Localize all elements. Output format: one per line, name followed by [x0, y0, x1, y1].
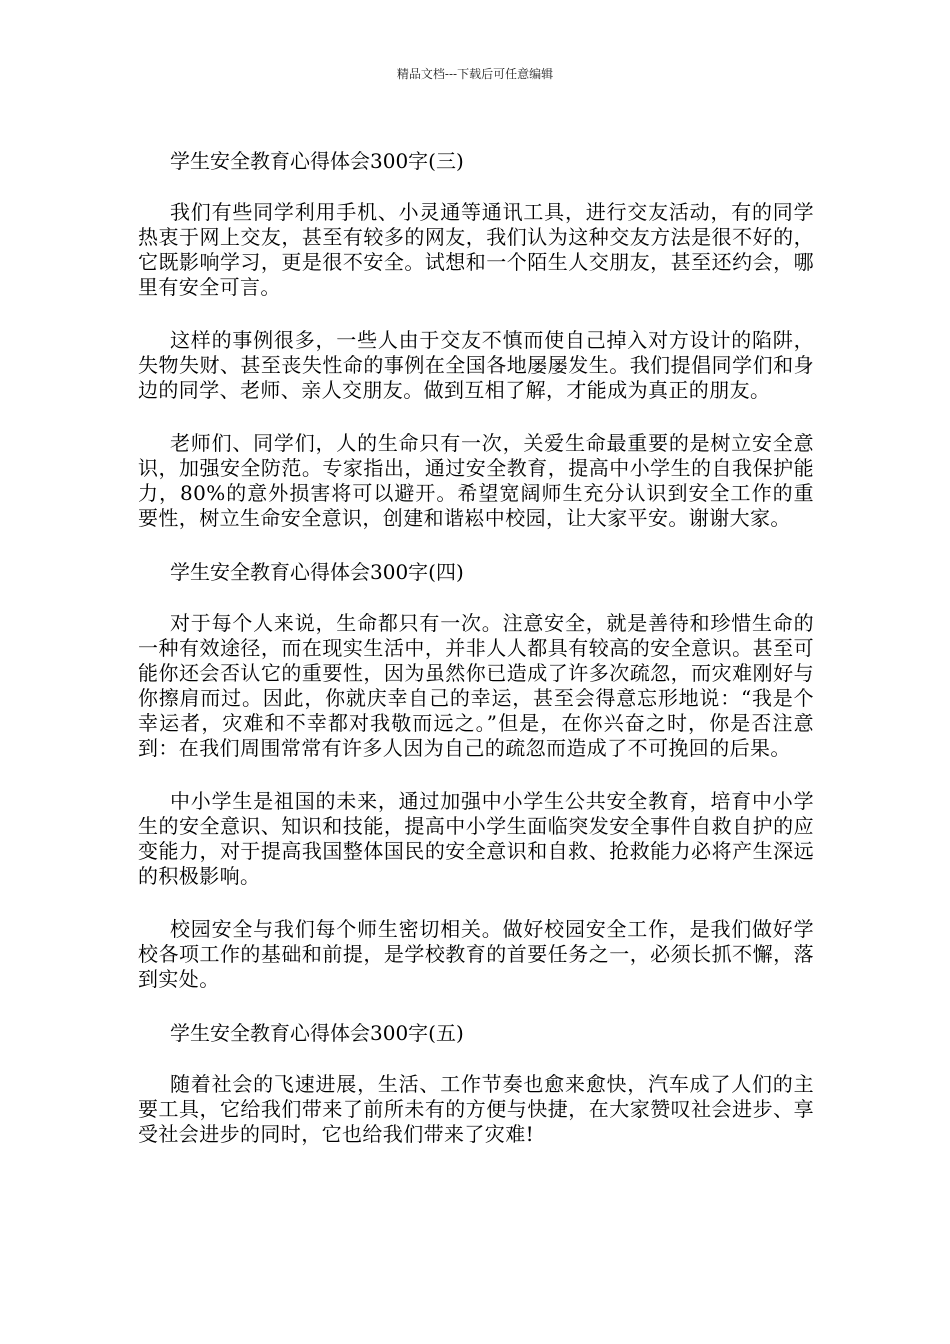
- document-body: [138, 148, 814, 1147]
- paragraph-4: 对于每个人来说，生命都只有一次。注意安全，就是善待和珍惜生命的一种有效途径，而在现实生活中，并非人人都具有较高的安全意识。甚至可能你还会否认它的重要性，因为虽然你已造成了许多次疏忽，而灾难刚好与你擦肩而过。因此，你就庆幸自己的幸运，甚至会得意忘形地说：“我是个幸运者，灾难和不幸都对我敬而远之。”但是，在你兴奋之时，你是否注意到：在我们周围常常有许多人因为自己的疏忽而造成了不可挽回的后果。: [138, 611, 814, 760]
- section-heading-5: 学生安全教育心得体会300字(五): [170, 1021, 464, 1045]
- paragraph-6: 校园安全与我们每个师生密切相关。做好校园安全工作，是我们做好学校各项工作的基础和前提，是学校教育的首要任务之一，必须长抓不懈，落到实处。: [138, 917, 814, 991]
- page-header: 精品文档---下载后可任意编辑: [396, 67, 554, 81]
- section-heading-4: 学生安全教育心得体会300字(四): [170, 560, 464, 584]
- paragraph-1: 我们有些同学利用手机、小灵通等通讯工具，进行交友活动，有的同学热衷于网上交友，甚至有较多的网友，我们认为这种交友方法是很不好的，它既影响学习，更是很不安全。试想和一个陌生人交朋友，甚至还约会，哪里有安全可言。: [138, 200, 814, 299]
- paragraph-7: 随着社会的飞速进展，生活、工作节奏也愈来愈快，汽车成了人们的主要工具，它给我们带来了前所未有的方便与快捷，在大家赞叹社会进步、享受社会进步的同时，它也给我们带来了灾难!: [138, 1072, 814, 1146]
- paragraph-3: 老师们、同学们，人的生命只有一次，关爱生命最重要的是树立安全意识，加强安全防范。专家指出，通过安全教育，提高中小学生的自我保护能力，80%的意外损害将可以避开。希望宽阔师生充分认识到安全工作的重要性，树立生命安全意识，创建和谐崧中校园，让大家平安。谢谢大家。: [138, 431, 814, 530]
- paragraph-5: 中小学生是祖国的未来，通过加强中小学生公共安全教育，培育中小学生的安全意识、知识和技能，提高中小学生面临突发安全事件自救自护的应变能力，对于提高我国整体国民的安全意识和自救、抢救能力必将产生深远的积极影响。: [138, 789, 814, 888]
- paragraph-2: 这样的事例很多，一些人由于交友不慎而使自己掉入对方设计的陷阱，失物失财、甚至丧失性命的事例在全国各地屡屡发生。我们提倡同学们和身边的同学、老师、亲人交朋友。做到互相了解，才能成为真正的朋友。: [138, 328, 814, 402]
- section-heading-3: 学生安全教育心得体会300字(三): [170, 149, 464, 173]
